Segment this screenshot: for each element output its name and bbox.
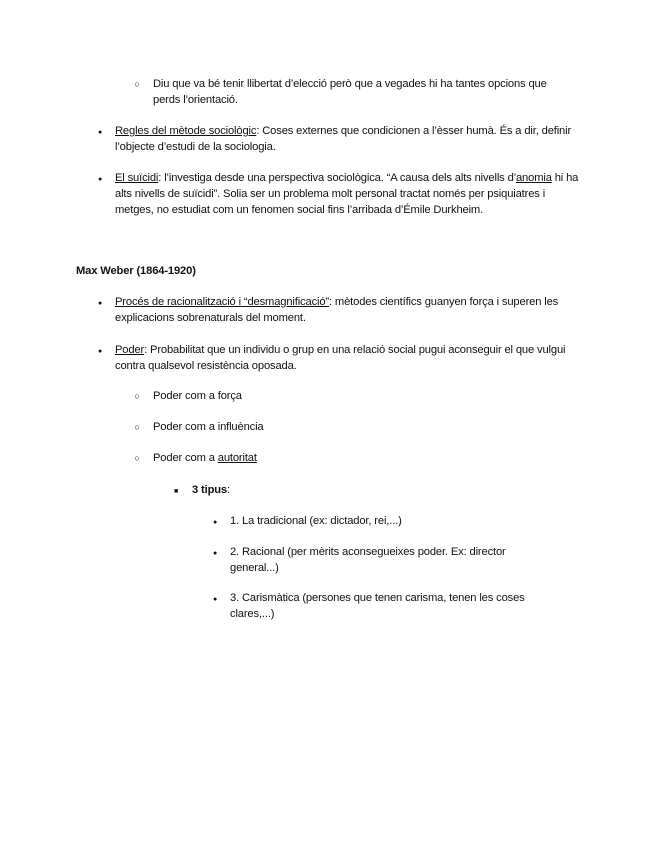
autoritat-term: autoritat [217, 452, 257, 464]
proces-definition: : mètodes científics guanyen força i superen les explicacions sobrenaturals del moment. [115, 296, 559, 324]
filled-circle-bullet-icon [210, 544, 220, 562]
suicidi-term: El suïcidi [115, 172, 159, 184]
regles-term: Regles del mètode sociològic [115, 125, 257, 137]
tipus-item-carismatica: 3. Carismàtica (persones que tenen carisma, tenen les coses clares,...) [230, 592, 525, 620]
proces-term: Procés de racionalització i “desmagnificació” [115, 296, 329, 308]
open-circle-bullet-icon [132, 76, 142, 92]
section-heading: Max Weber (1864-1920) [76, 265, 196, 277]
filled-circle-bullet-icon [95, 170, 105, 188]
tipus-colon: : [227, 484, 230, 496]
tipus-item-tradicional: 1. La tradicional (ex: dictador, rei,...) [230, 515, 402, 527]
poder-definition: : Probabilitat que un individu o grup en una relació social pugui aconseguir el que vulgui contra qualsevol resistència oposada. [115, 344, 566, 372]
list-item-poder [115, 342, 585, 374]
list-item-suicidi [115, 170, 585, 218]
open-circle-bullet-icon [132, 419, 142, 435]
filled-circle-bullet-icon [95, 123, 105, 141]
tipus-label: 3 tipus [192, 484, 228, 496]
filled-circle-bullet-icon [95, 294, 105, 312]
filled-circle-bullet-icon [95, 342, 105, 360]
sub-item-autoritat [153, 450, 553, 466]
autoritat-prefix: Poder com a [153, 452, 218, 464]
list-item-proces [115, 294, 585, 326]
filled-circle-bullet-icon [210, 513, 220, 531]
sub-item-forca: Poder com a força [153, 390, 242, 402]
open-circle-bullet-icon [132, 450, 142, 466]
anomia-term: anomia [515, 172, 552, 184]
tipus-item-racional: 2. Racional (per mèrits aconsegueixes poder. Ex: director general...) [230, 546, 506, 574]
suicidi-text-part2: hi ha alts nivells de suïcidi”. Solia ser un problema molt personal tractat només per psiquiatres i metges, no estudiat com un fenomen social fins l’arribada d’Émile Durkheim. [115, 172, 579, 216]
sub-item-opcions [153, 76, 573, 108]
suicidi-text-part1: : l’investiga desde una perspectiva sociològica. “A causa dels alts nivells d’ [158, 172, 516, 184]
square-bullet-icon [171, 482, 181, 500]
poder-term: Poder [115, 344, 145, 356]
filled-circle-bullet-icon [210, 590, 220, 608]
tipus-heading [192, 482, 492, 498]
regles-definition: : Coses externes que condicionen a l’èsser humà. És a dir, definir l’objecte d’estudi de la sociologia. [115, 125, 572, 153]
open-circle-bullet-icon [132, 388, 142, 404]
sub-item-influencia: Poder com a influència [153, 421, 264, 433]
list-item-regles [115, 123, 585, 155]
sub-item-opcions-text: Diu que va bé tenir llibertat d’elecció però que a vegades hi ha tantes opcions que perds l’orientació. [153, 78, 547, 106]
